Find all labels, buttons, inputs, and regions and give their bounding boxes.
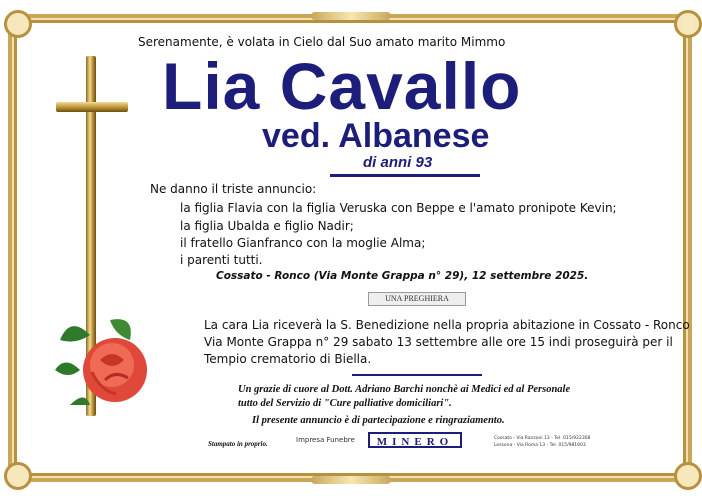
family-line: il fratello Gianfranco con la moglie Alma; bbox=[180, 236, 426, 250]
corner-ornament-icon bbox=[4, 10, 32, 38]
corner-ornament-icon bbox=[4, 462, 32, 490]
address-line: Cossato - Via Ranzoni 13 - Tel. 015/922308 bbox=[494, 436, 591, 441]
address-line: Lessona - Via Roma 13 - Tel. 015/981603 bbox=[494, 443, 586, 448]
family-line: la figlia Flavia con la figlia Veruska con Beppe e l'amato pronipote Kevin; bbox=[180, 201, 617, 215]
family-line: i parenti tutti. bbox=[180, 253, 263, 267]
age-text: di anni 93 bbox=[363, 154, 433, 171]
ceremony-line: La cara Lia riceverà la S. Benedizione nella propria abitazione in Cossato - Ronco bbox=[204, 318, 690, 332]
corner-ornament-icon bbox=[674, 462, 702, 490]
cross-arm bbox=[56, 102, 128, 112]
bottom-ornament bbox=[311, 476, 391, 484]
widow-name: ved. Albanese bbox=[262, 117, 490, 155]
top-ornament bbox=[311, 12, 391, 20]
intro-text: Serenamente, è volata in Cielo dal Suo amato marito Mimmo bbox=[138, 35, 506, 49]
family-line: la figlia Ubalda e figlio Nadir; bbox=[180, 219, 354, 233]
ceremony-line: Tempio crematorio di Biella. bbox=[204, 352, 372, 366]
stamped-note: Stampato in proprio. bbox=[208, 440, 268, 448]
divider bbox=[330, 174, 480, 177]
thanks-line: Il presente annuncio è di partecipazione e ringraziamento. bbox=[252, 415, 505, 426]
announcement-heading: Ne danno il triste annuncio: bbox=[150, 182, 317, 196]
thanks-line: Un grazie di cuore al Dott. Adriano Barchi nonchè ai Medici ed al Personale bbox=[238, 384, 571, 395]
funeral-home-label: Impresa Funebre bbox=[296, 436, 355, 444]
thanks-line: tutto del Servizio di "Cure palliative domiciliari". bbox=[238, 398, 452, 409]
divider bbox=[352, 374, 482, 376]
ceremony-line: Via Monte Grappa n° 29 sabato 13 settembre alle ore 15 indi proseguirà per il bbox=[204, 335, 673, 349]
prayer-button[interactable]: UNA PREGHIERA bbox=[368, 292, 466, 306]
rose-icon bbox=[50, 310, 160, 410]
place-date: Cossato - Ronco (Via Monte Grappa n° 29), 12 settembre 2025. bbox=[216, 270, 589, 282]
corner-ornament-icon bbox=[674, 10, 702, 38]
funeral-home-logo: MINERO bbox=[368, 432, 462, 448]
deceased-name: Lia Cavallo bbox=[162, 49, 522, 123]
